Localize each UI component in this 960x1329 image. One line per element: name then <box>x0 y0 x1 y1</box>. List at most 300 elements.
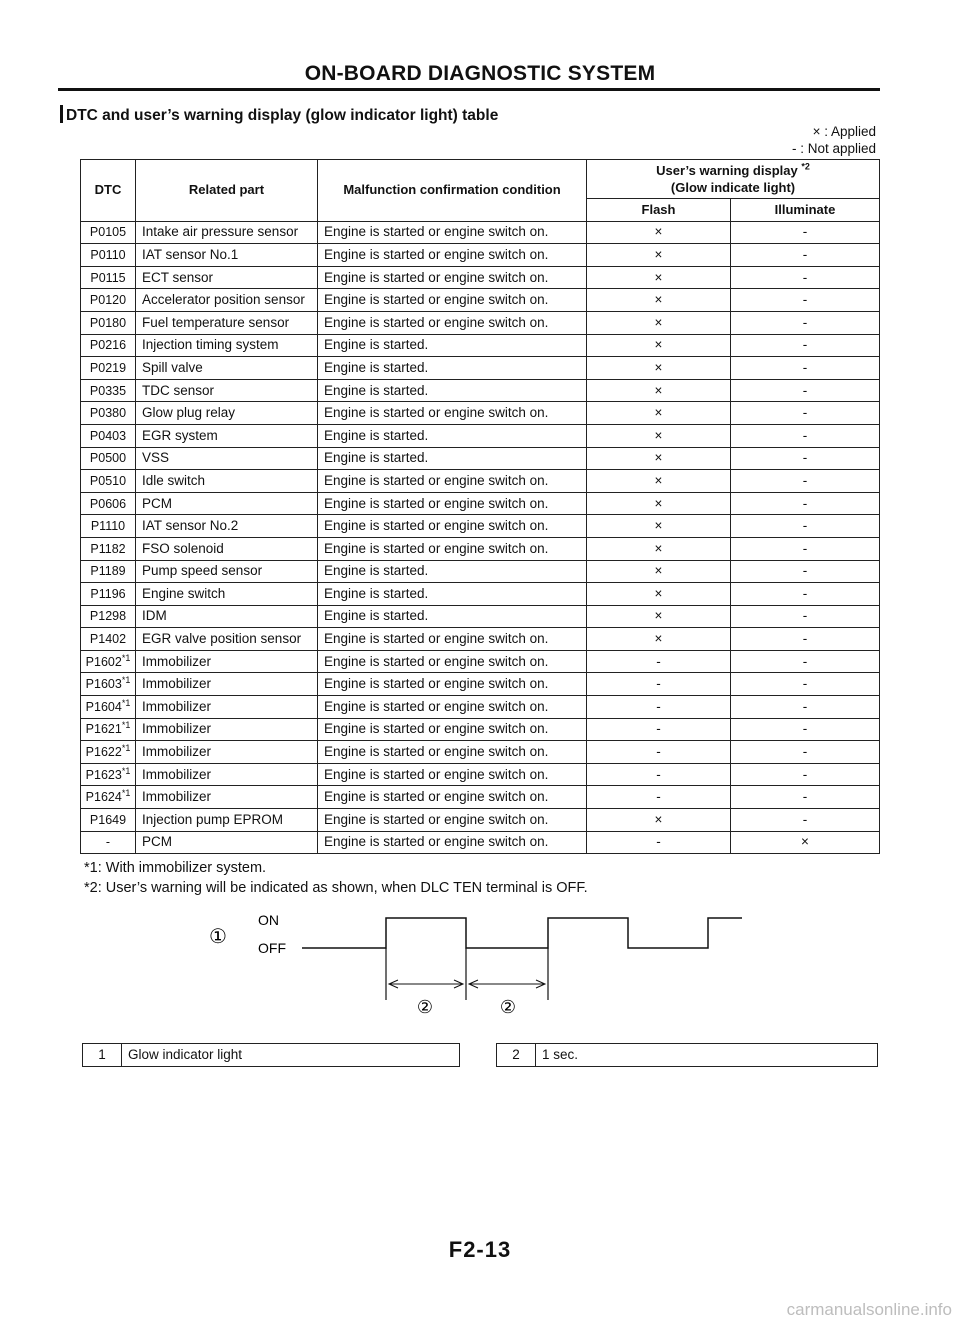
table-row <box>81 763 880 786</box>
table-row <box>81 650 880 673</box>
flash-cell <box>587 515 731 538</box>
illuminate-cell <box>731 718 880 741</box>
illuminate-cell <box>731 786 880 809</box>
illuminate-cell <box>731 741 880 764</box>
table-row <box>81 334 880 357</box>
header-flash: Flash <box>587 199 731 222</box>
dtc-cell <box>81 492 136 515</box>
related-part-cell <box>136 628 318 651</box>
illuminate-cell-text: - <box>802 314 808 330</box>
flash-cell <box>587 786 731 809</box>
condition-cell-text: Engine is started. <box>324 382 429 398</box>
flash-cell <box>587 470 731 493</box>
related-part-cell-text: Immobilizer <box>142 744 212 760</box>
condition-cell <box>318 379 587 402</box>
illuminate-cell-text: - <box>802 269 808 285</box>
flash-cell <box>587 696 731 719</box>
dtc-cell <box>81 763 136 786</box>
flash-cell-text: × <box>654 811 663 827</box>
related-part-cell-text: Immobilizer <box>142 721 212 737</box>
flash-cell-text: × <box>654 585 663 601</box>
footnotes <box>84 858 588 898</box>
related-part-cell-text: Pump speed sensor <box>142 563 263 579</box>
flash-cell <box>587 741 731 764</box>
flash-cell <box>587 673 731 696</box>
illuminate-cell <box>731 402 880 425</box>
section-heading-text: DTC and user’s warning display (glow indicator light) table <box>66 107 499 124</box>
illuminate-cell <box>731 470 880 493</box>
flash-cell-text: × <box>654 608 663 624</box>
condition-cell-text: Engine is started. <box>324 337 429 353</box>
condition-cell <box>318 289 587 312</box>
dtc-cell-text: P1110 <box>90 519 126 534</box>
related-part-cell-text: TDC sensor <box>142 382 215 398</box>
illuminate-cell-text: - <box>802 744 808 760</box>
dtc-note: *1 <box>121 675 131 686</box>
dtc-cell-text: P1621 <box>85 722 122 737</box>
condition-cell <box>318 763 587 786</box>
flash-cell <box>587 244 731 267</box>
related-part-cell-text: Immobilizer <box>142 698 212 714</box>
illuminate-cell-text: - <box>802 653 808 669</box>
dtc-cell-text: P1603 <box>85 677 122 692</box>
related-part-cell <box>136 763 318 786</box>
flash-cell-text: × <box>654 495 663 511</box>
condition-cell-text: Engine is started or engine switch on. <box>324 744 549 760</box>
related-part-cell-text: ECT sensor <box>142 269 214 285</box>
related-part-cell <box>136 560 318 583</box>
flash-cell-text: × <box>654 246 663 262</box>
header-warning-display <box>587 160 880 199</box>
dtc-cell <box>81 402 136 425</box>
related-part-cell <box>136 357 318 380</box>
flash-cell <box>587 424 731 447</box>
flash-cell <box>587 266 731 289</box>
illuminate-cell-text: - <box>802 405 808 421</box>
illuminate-cell-text: - <box>802 585 808 601</box>
header-warning-display-text: User’s warning display <box>656 163 798 178</box>
condition-cell <box>318 718 587 741</box>
condition-cell-text: Engine is started or engine switch on. <box>324 495 549 511</box>
diagram-marker-2a: ② <box>416 997 434 1018</box>
table-row <box>81 244 880 267</box>
header-warning-display-sub: (Glow indicate light) <box>670 180 796 195</box>
flash-cell-text: - <box>656 744 661 760</box>
section-heading <box>60 105 498 125</box>
illuminate-cell <box>731 244 880 267</box>
dtc-cell-text: P1622 <box>85 745 122 760</box>
dtc-cell-text: P0105 <box>89 225 127 240</box>
legend-box-2 <box>496 1043 878 1067</box>
illuminate-cell-text: - <box>802 608 808 624</box>
related-part-cell-text: IAT sensor No.1 <box>142 246 239 262</box>
condition-cell-text: Engine is started. <box>324 450 429 466</box>
dtc-cell-text: P0216 <box>89 338 127 353</box>
related-part-cell <box>136 605 318 628</box>
illuminate-cell-text: - <box>802 721 808 737</box>
condition-cell <box>318 244 587 267</box>
illuminate-cell <box>731 379 880 402</box>
table-row <box>81 831 880 854</box>
flash-cell-text: × <box>654 427 663 443</box>
related-part-cell <box>136 221 318 244</box>
header-related-part: Related part <box>136 160 318 222</box>
illuminate-cell <box>731 311 880 334</box>
condition-cell <box>318 424 587 447</box>
related-part-cell <box>136 289 318 312</box>
dtc-cell-text: P0380 <box>89 406 127 421</box>
dtc-cell <box>81 718 136 741</box>
flash-cell <box>587 447 731 470</box>
condition-cell-text: Engine is started or engine switch on. <box>324 540 549 556</box>
table-row <box>81 289 880 312</box>
table-row <box>81 447 880 470</box>
flash-cell <box>587 718 731 741</box>
flash-cell-text: × <box>654 337 663 353</box>
flash-cell-text: × <box>654 563 663 579</box>
dtc-cell-text: P1604 <box>85 699 122 714</box>
illuminate-cell-text: - <box>802 676 808 692</box>
illuminate-cell-text: - <box>802 766 808 782</box>
condition-cell <box>318 673 587 696</box>
table-row <box>81 718 880 741</box>
dtc-cell <box>81 650 136 673</box>
flash-cell <box>587 560 731 583</box>
diagram-on-label: ON <box>258 912 279 928</box>
illuminate-cell <box>731 492 880 515</box>
related-part-cell-text: IDM <box>142 608 167 624</box>
table-row <box>81 537 880 560</box>
related-part-cell-text: EGR valve position sensor <box>142 631 302 647</box>
related-part-cell-text: Accelerator position sensor <box>142 292 305 308</box>
related-part-cell <box>136 447 318 470</box>
dtc-cell-text: P1402 <box>89 632 127 647</box>
diagram-marker-2b: ② <box>499 997 517 1018</box>
dtc-cell <box>81 424 136 447</box>
related-part-cell <box>136 379 318 402</box>
dtc-cell-text: P1182 <box>90 541 126 556</box>
dtc-cell-text: P0180 <box>89 315 127 330</box>
illuminate-cell-text: - <box>802 540 808 556</box>
illuminate-cell-text: × <box>801 834 809 850</box>
flash-cell <box>587 537 731 560</box>
flash-cell <box>587 583 731 606</box>
illuminate-cell-text: - <box>802 472 808 488</box>
condition-cell <box>318 650 587 673</box>
illuminate-cell <box>731 831 880 854</box>
flash-cell-text: × <box>654 631 663 647</box>
dtc-cell <box>81 221 136 244</box>
illuminate-cell-text: - <box>802 698 808 714</box>
table-row <box>81 311 880 334</box>
illuminate-cell-text: - <box>802 563 808 579</box>
legend-box-1-num: 1 <box>83 1044 122 1066</box>
dtc-cell <box>81 515 136 538</box>
flash-cell <box>587 334 731 357</box>
illuminate-cell-text: - <box>802 495 808 511</box>
condition-cell-text: Engine is started or engine switch on. <box>324 811 549 827</box>
table-row <box>81 379 880 402</box>
legend-box-1 <box>82 1043 460 1067</box>
related-part-cell <box>136 334 318 357</box>
dtc-note: *1 <box>121 720 131 731</box>
dtc-cell-text: - <box>105 835 111 850</box>
flash-cell <box>587 357 731 380</box>
related-part-cell <box>136 311 318 334</box>
related-part-cell <box>136 809 318 832</box>
dtc-cell-text: P0510 <box>89 473 127 488</box>
table-row <box>81 357 880 380</box>
related-part-cell <box>136 741 318 764</box>
dtc-cell-text: P1649 <box>89 812 127 827</box>
signal-waveform <box>302 918 742 948</box>
dtc-note: *1 <box>121 697 131 708</box>
condition-cell <box>318 537 587 560</box>
related-part-cell <box>136 537 318 560</box>
diagram-marker-1: ① <box>209 924 227 948</box>
related-part-cell-text: Glow plug relay <box>142 405 236 421</box>
flash-cell <box>587 628 731 651</box>
table-row <box>81 492 880 515</box>
related-part-cell-text: Injection pump EPROM <box>142 811 284 827</box>
condition-cell <box>318 447 587 470</box>
condition-cell <box>318 402 587 425</box>
condition-cell-text: Engine is started or engine switch on. <box>324 472 549 488</box>
condition-cell-text: Engine is started or engine switch on. <box>324 766 549 782</box>
header-illuminate: Illuminate <box>731 199 880 222</box>
condition-cell-text: Engine is started or engine switch on. <box>324 292 549 308</box>
related-part-cell <box>136 718 318 741</box>
related-part-cell-text: EGR system <box>142 427 218 443</box>
illuminate-cell <box>731 515 880 538</box>
legend-box-1-text: Glow indicator light <box>128 1047 243 1062</box>
condition-cell <box>318 266 587 289</box>
related-part-cell-text: PCM <box>142 834 172 850</box>
condition-cell <box>318 221 587 244</box>
dtc-table-body <box>81 221 880 854</box>
condition-cell <box>318 831 587 854</box>
header-warning-display-note: *2 <box>801 161 810 172</box>
dtc-cell <box>81 357 136 380</box>
flash-cell <box>587 650 731 673</box>
illuminate-cell <box>731 673 880 696</box>
dtc-cell-text: P0219 <box>89 360 127 375</box>
condition-cell <box>318 605 587 628</box>
illuminate-cell <box>731 605 880 628</box>
illuminate-cell <box>731 357 880 380</box>
flash-cell-text: × <box>654 314 663 330</box>
condition-cell <box>318 311 587 334</box>
dtc-cell <box>81 334 136 357</box>
table-row <box>81 560 880 583</box>
dtc-cell <box>81 583 136 606</box>
related-part-cell <box>136 673 318 696</box>
condition-cell <box>318 492 587 515</box>
flash-cell-text: × <box>654 359 663 375</box>
diagram-off-label: OFF <box>258 940 286 956</box>
condition-cell-text: Engine is started. <box>324 359 429 375</box>
flash-cell-text: - <box>656 721 661 737</box>
dtc-cell <box>81 673 136 696</box>
table-row <box>81 809 880 832</box>
dtc-note: *1 <box>121 788 131 799</box>
footnote-1: *1: With immobilizer system. <box>84 860 267 876</box>
dtc-cell <box>81 831 136 854</box>
legend-applied: × : Applied <box>812 124 876 139</box>
related-part-cell-text: Idle switch <box>142 472 206 488</box>
table-row <box>81 515 880 538</box>
flash-cell-text: × <box>654 405 663 421</box>
related-part-cell <box>136 244 318 267</box>
dtc-cell <box>81 311 136 334</box>
related-part-cell <box>136 266 318 289</box>
related-part-cell-text: IAT sensor No.2 <box>142 518 239 534</box>
condition-cell <box>318 583 587 606</box>
dtc-cell <box>81 537 136 560</box>
flash-cell <box>587 379 731 402</box>
related-part-cell-text: Spill valve <box>142 359 203 375</box>
legend-box-2-num: 2 <box>497 1044 536 1066</box>
illuminate-cell-text: - <box>802 382 808 398</box>
illuminate-cell-text: - <box>802 631 808 647</box>
dtc-table <box>80 159 880 854</box>
illuminate-cell <box>731 289 880 312</box>
table-row <box>81 424 880 447</box>
illuminate-cell-text: - <box>802 292 808 308</box>
related-part-cell-text: Immobilizer <box>142 766 212 782</box>
condition-cell-text: Engine is started or engine switch on. <box>324 653 549 669</box>
flash-cell-text: × <box>654 450 663 466</box>
illuminate-cell-text: - <box>802 246 808 262</box>
condition-cell-text: Engine is started. <box>324 608 429 624</box>
condition-cell <box>318 809 587 832</box>
flash-cell-text: - <box>656 676 661 692</box>
page-title: ON-BOARD DIAGNOSTIC SYSTEM <box>304 62 656 85</box>
illuminate-cell-text: - <box>802 450 808 466</box>
table-row <box>81 696 880 719</box>
dtc-cell <box>81 244 136 267</box>
related-part-cell-text: Fuel temperature sensor <box>142 314 290 330</box>
condition-cell <box>318 741 587 764</box>
related-part-cell <box>136 650 318 673</box>
condition-cell <box>318 560 587 583</box>
dtc-cell-text: P0115 <box>90 270 126 285</box>
dtc-cell-text: P1298 <box>89 609 127 624</box>
illuminate-cell <box>731 447 880 470</box>
condition-cell-text: Engine is started or engine switch on. <box>324 789 549 805</box>
flash-cell <box>587 289 731 312</box>
flash-cell-text: - <box>656 789 661 805</box>
related-part-cell-text: Immobilizer <box>142 676 212 692</box>
illuminate-cell <box>731 266 880 289</box>
illuminate-cell <box>731 628 880 651</box>
dtc-note: *1 <box>121 652 131 663</box>
related-part-cell-text: VSS <box>142 450 170 466</box>
illuminate-cell-text: - <box>802 811 808 827</box>
illuminate-cell <box>731 763 880 786</box>
dtc-cell-text: P0606 <box>89 496 127 511</box>
condition-cell <box>318 334 587 357</box>
dtc-cell <box>81 379 136 402</box>
legend-box-2-text: 1 sec. <box>542 1047 579 1062</box>
flash-cell-text: × <box>654 224 663 240</box>
dtc-note: *1 <box>121 742 131 753</box>
flash-cell-text: - <box>656 834 661 850</box>
header-dtc: DTC <box>81 160 136 222</box>
legend-not-applied: - : Not applied <box>791 141 876 156</box>
table-row <box>81 266 880 289</box>
table-row <box>81 402 880 425</box>
dtc-note: *1 <box>121 765 131 776</box>
table-row <box>81 628 880 651</box>
flash-cell <box>587 831 731 854</box>
dtc-cell <box>81 447 136 470</box>
condition-cell-text: Engine is started or engine switch on. <box>324 269 549 285</box>
table-row <box>81 221 880 244</box>
heading-bar <box>60 105 63 123</box>
dtc-cell-text: P1602 <box>85 654 122 669</box>
condition-cell <box>318 628 587 651</box>
condition-cell-text: Engine is started or engine switch on. <box>324 834 549 850</box>
related-part-cell-text: FSO solenoid <box>142 540 224 556</box>
illuminate-cell-text: - <box>802 518 808 534</box>
flash-cell <box>587 492 731 515</box>
title-rule <box>58 88 880 91</box>
glow-indicator-timing-diagram <box>190 900 760 1025</box>
table-row <box>81 605 880 628</box>
illuminate-cell <box>731 809 880 832</box>
condition-cell <box>318 696 587 719</box>
condition-cell-text: Engine is started or engine switch on. <box>324 314 549 330</box>
watermark: carmanualsonline.info <box>786 1300 952 1319</box>
illuminate-cell <box>731 650 880 673</box>
condition-cell <box>318 786 587 809</box>
condition-cell <box>318 470 587 493</box>
illuminate-cell <box>731 560 880 583</box>
header-condition: Malfunction confirmation condition <box>318 160 587 222</box>
flash-cell-text: × <box>654 269 663 285</box>
condition-cell-text: Engine is started or engine switch on. <box>324 246 549 262</box>
condition-cell-text: Engine is started or engine switch on. <box>324 224 549 240</box>
flash-cell-text: - <box>656 653 661 669</box>
dtc-cell-text: P1196 <box>90 586 126 601</box>
related-part-cell <box>136 402 318 425</box>
dtc-cell <box>81 786 136 809</box>
condition-cell <box>318 357 587 380</box>
dtc-cell <box>81 741 136 764</box>
illuminate-cell <box>731 221 880 244</box>
related-part-cell-text: Injection timing system <box>142 337 279 353</box>
flash-cell-text: × <box>654 382 663 398</box>
related-part-cell-text: Immobilizer <box>142 789 212 805</box>
related-part-cell-text: Immobilizer <box>142 653 212 669</box>
condition-cell-text: Engine is started. <box>324 585 429 601</box>
dtc-cell <box>81 266 136 289</box>
related-part-cell <box>136 583 318 606</box>
flash-cell <box>587 809 731 832</box>
illuminate-cell-text: - <box>802 224 808 240</box>
flash-cell-text: - <box>656 766 661 782</box>
related-part-cell <box>136 786 318 809</box>
condition-cell-text: Engine is started or engine switch on. <box>324 676 549 692</box>
related-part-cell <box>136 831 318 854</box>
condition-cell-text: Engine is started. <box>324 563 429 579</box>
flash-cell <box>587 221 731 244</box>
dtc-cell-text: P0110 <box>90 247 126 262</box>
illuminate-cell <box>731 583 880 606</box>
table-row <box>81 583 880 606</box>
dtc-cell-text: P1189 <box>90 564 126 579</box>
